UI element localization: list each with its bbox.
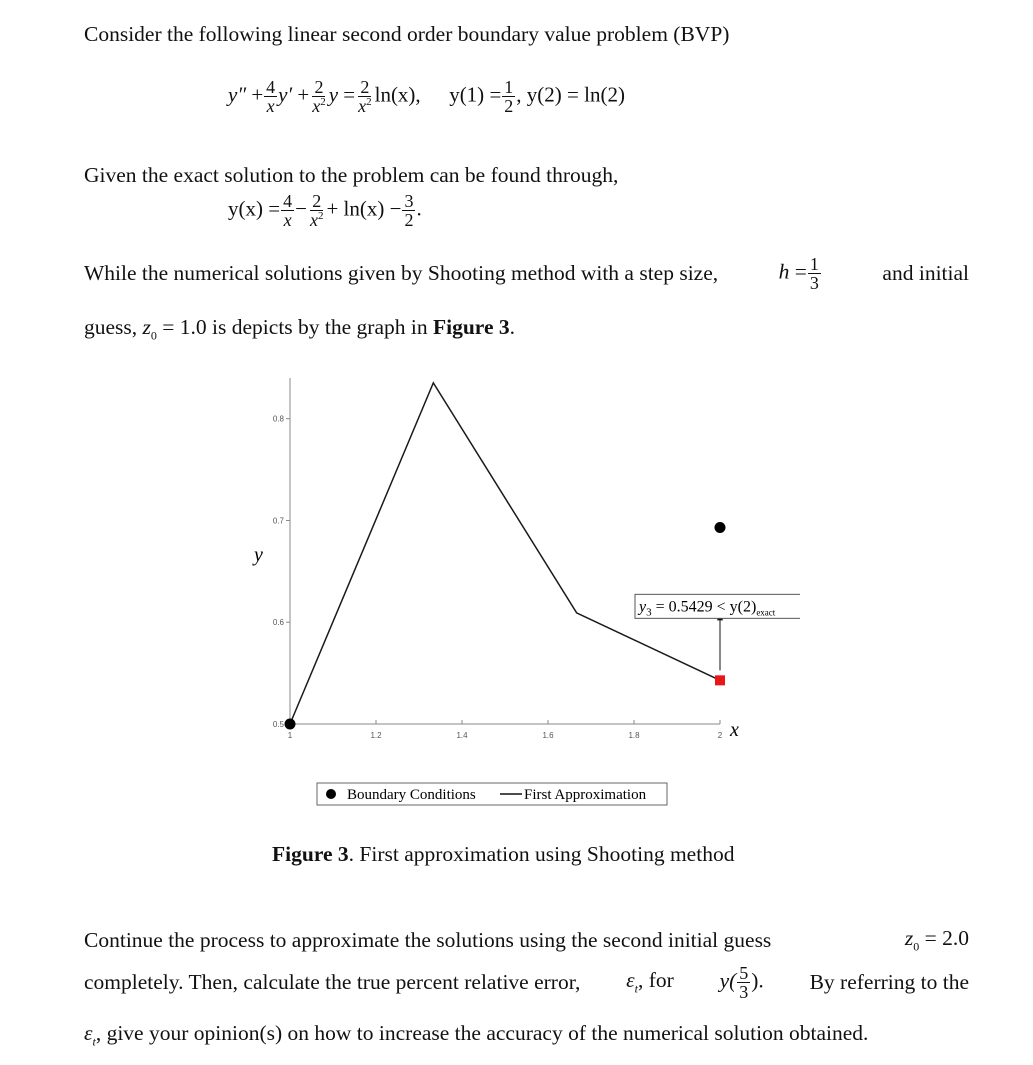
ann-y: y [639,598,647,616]
exact-lhs: y(x) [228,196,263,221]
bvp-frac1 [264,78,277,115]
guess-z-sub: 0 [150,328,157,343]
caption-label: Figure 3 [272,842,349,866]
continue-y-close: ). [751,968,764,993]
exact-end: . [416,196,422,221]
continue-z: z [904,926,914,950]
x-tick-label: 1.6 [542,731,554,740]
exact-f1 [281,192,294,229]
continue-eps-sub: t [634,981,638,996]
while-tail: and initial [882,261,969,285]
chart-legend [317,783,667,805]
continue-z-sub: 0 [913,939,920,954]
bvp-bc1: y(1) [449,82,485,107]
exact-f3-den: 2 [404,210,414,230]
continue-line3-eps: ε [84,1021,93,1045]
bvp-eq: = [343,82,356,107]
bvp-equation [228,78,625,115]
continue-f-den: 3 [739,982,749,1002]
exact-f1-den: x [283,210,292,230]
continue-y-frac [737,964,750,1001]
while-h-den: 3 [809,273,819,293]
continue-y-at: y( [719,968,737,993]
bvp-frac2-den [310,97,328,115]
series-group [285,383,726,730]
continue-line2-b: , for [637,968,674,993]
bvp-ln: ln(x), [374,82,421,107]
boundary-point [715,522,726,533]
bvp-bc2: , y(2) = ln(2) [516,82,625,107]
annotation-text [637,598,776,618]
legend-boundary-label: Boundary Conditions [347,787,476,803]
bvp-plus2: + [297,82,310,107]
first-approximation-line [290,383,720,724]
while-text: While the numerical solutions given by Shooting method with a step size, [84,261,719,285]
bvp-bc1-eq: = [489,82,502,107]
continue-eps-sym: ε [626,968,635,993]
y-tick-label: 0.5 [272,720,284,729]
continue-eps [626,968,674,996]
bvp-y: y [328,82,339,107]
x-tick-label: 1 [287,731,293,740]
x-tick-label: 1.4 [456,731,468,740]
continue-line-1 [84,926,969,954]
while-h-expr [779,255,822,292]
exact-f2-den [308,211,326,229]
exact-solution [228,192,422,229]
continue-y-expr [720,964,764,1001]
bvp-frac3-num: 2 [360,77,370,97]
continue-line1-text: Continue the process to approximate the solutions using the second initial guess [84,927,772,952]
caption-text: . First approximation using Shooting method [348,842,735,866]
figure-caption [272,842,734,867]
exact-f2-den-x: x [309,210,318,230]
bvp-frac3-den [356,97,374,115]
y-ticks [273,415,290,729]
exact-f2-num: 2 [312,191,322,211]
continue-z-val: = 2.0 [924,926,969,950]
while-line [84,255,969,292]
guess-end: . [509,315,515,339]
bvp-plus1: + [251,82,264,107]
exact-f2-exp: 2 [317,210,324,222]
exact-f3-num: 3 [404,191,414,211]
guess-val: = 1.0 [162,315,207,339]
y-tick-label: 0.7 [272,516,284,526]
bvp-y-dd: y″ [228,82,247,107]
guess-z: z [142,315,151,339]
guess-mid: is depicts by the graph in [212,315,428,339]
boundary-point [285,719,296,730]
exact-eq: = [268,196,281,221]
bvp-bc1-den: 2 [504,96,514,116]
x-axis-label: x [730,719,739,741]
given-text: Given the exact solution to the problem can be found through, [84,163,619,187]
y3-highlight-marker [715,675,725,685]
bvp-frac2-num: 2 [314,77,324,97]
y-tick-label: 0.8 [272,414,284,424]
while-h-num: 1 [809,254,819,274]
ann-sub2: exact [756,607,776,618]
continue-z-expr [905,926,969,954]
legend-line-label: First Approximation [524,787,647,803]
bvp-frac3 [356,78,374,115]
bvp-frac2 [310,78,328,115]
bvp-frac3-den-x: x [358,96,367,116]
exact-minus1: − [295,196,307,221]
annotation [635,594,800,670]
continue-line-2 [84,964,969,1001]
continue-line-3 [84,1021,868,1049]
continue-line3-eps-sub: t [92,1034,96,1049]
exact-f1-num: 4 [283,191,293,211]
bvp-frac2-den-x: x [312,96,321,116]
while-h-frac [808,255,821,292]
y-tick-label: 0.6 [272,618,284,628]
bvp-bc1-frac [502,78,515,115]
figure-3-chart [240,360,800,820]
x-ticks [288,720,723,740]
while-h: h [778,259,790,284]
intro-text: Consider the following linear second order boundary value problem (BVP) [84,22,730,46]
while-eq: = [794,259,807,284]
guess-line [84,315,515,343]
guess-pre: guess, [84,315,138,339]
bvp-frac1-den: x [266,96,275,116]
continue-line2-a: completely. Then, calculate the true percent relative error, [84,970,581,994]
bvp-frac2-exp: 2 [320,96,326,108]
continue-line2-c: By referring to the [809,970,969,994]
x-tick-label: 1.2 [370,731,382,740]
exact-f3 [402,192,415,229]
ann-rest: = 0.5429 < y(2) [651,598,757,616]
chart-axes [290,378,720,724]
exact-ln: + ln(x) − [326,196,402,221]
ann-sub: 3 [646,606,652,619]
bvp-frac1-num: 4 [266,77,276,97]
continue-line3-text: , give your opinion(s) on how to increase the accuracy of the numerical solution obtained. [95,1021,869,1045]
continue-f-num: 5 [739,963,749,983]
x-tick-label: 1.8 [628,731,640,740]
guess-fig: Figure 3 [432,315,510,339]
bvp-frac3-exp: 2 [366,96,372,108]
bvp-bc1-num: 1 [504,77,514,97]
legend-boundary-marker [326,789,336,799]
y-axis-label: y [254,544,263,567]
bvp-y-d: y′ [278,82,293,107]
exact-f2 [308,192,326,229]
x-tick-label: 2 [717,731,723,740]
